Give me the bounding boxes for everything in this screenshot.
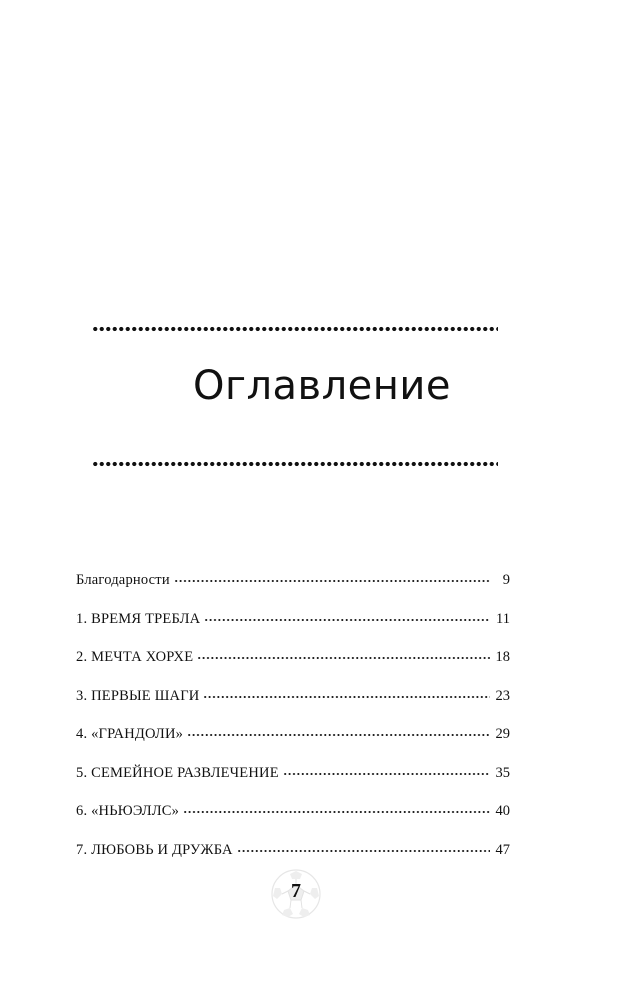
toc-leader-dots — [204, 618, 490, 622]
dotted-divider-top — [92, 326, 498, 332]
toc-entry — [76, 726, 510, 765]
toc-entry-label: 6. «НЬЮЭЛЛС» — [76, 803, 180, 819]
toc-entry-label: 2. МЕЧТА ХОРХЕ — [76, 649, 194, 665]
toc-entry — [76, 611, 510, 650]
toc-entry-page: 35 — [495, 764, 510, 781]
toc-entry-page: 23 — [495, 687, 510, 704]
toc-entry-label: 7. ЛЮБОВЬ И ДРУЖБА — [76, 841, 233, 858]
toc-entry-page: 18 — [495, 649, 510, 665]
toc-leader-dots — [187, 733, 490, 737]
toc-entry-page: 40 — [495, 803, 510, 819]
toc-entry — [76, 572, 510, 611]
toc-entry-page: 29 — [495, 726, 510, 742]
toc-entry-label: 5. СЕМЕЙНОЕ РАЗВЛЕЧЕНИЕ — [76, 764, 279, 781]
toc-leader-dots — [197, 656, 490, 660]
toc-leader-dots — [283, 772, 490, 776]
toc-leader-dots — [174, 579, 490, 583]
toc-entry — [76, 803, 510, 842]
toc-entry — [76, 688, 510, 727]
toc-entry — [76, 649, 510, 688]
toc-entry — [76, 765, 510, 804]
toc-entry-page: 9 — [502, 572, 510, 588]
dotted-divider-bottom — [92, 461, 498, 467]
toc-entry-page: 11 — [496, 610, 510, 627]
toc-entry-label: 4. «ГРАНДОЛИ» — [76, 726, 184, 742]
page-number-badge — [270, 868, 322, 920]
toc-leader-dots — [183, 810, 490, 814]
toc-entry-page: 47 — [495, 841, 510, 858]
toc-leader-dots — [237, 849, 490, 853]
toc-leader-dots — [203, 695, 490, 699]
page-title: Оглавление — [192, 363, 452, 409]
toc-entry-label: 1. ВРЕМЯ ТРЕБЛА — [76, 610, 201, 627]
table-of-contents — [76, 572, 510, 880]
toc-entry-label: 3. ПЕРВЫЕ ШАГИ — [76, 687, 200, 704]
toc-entry-label: Благодарности — [76, 572, 170, 588]
page-number: 7 — [291, 880, 301, 902]
